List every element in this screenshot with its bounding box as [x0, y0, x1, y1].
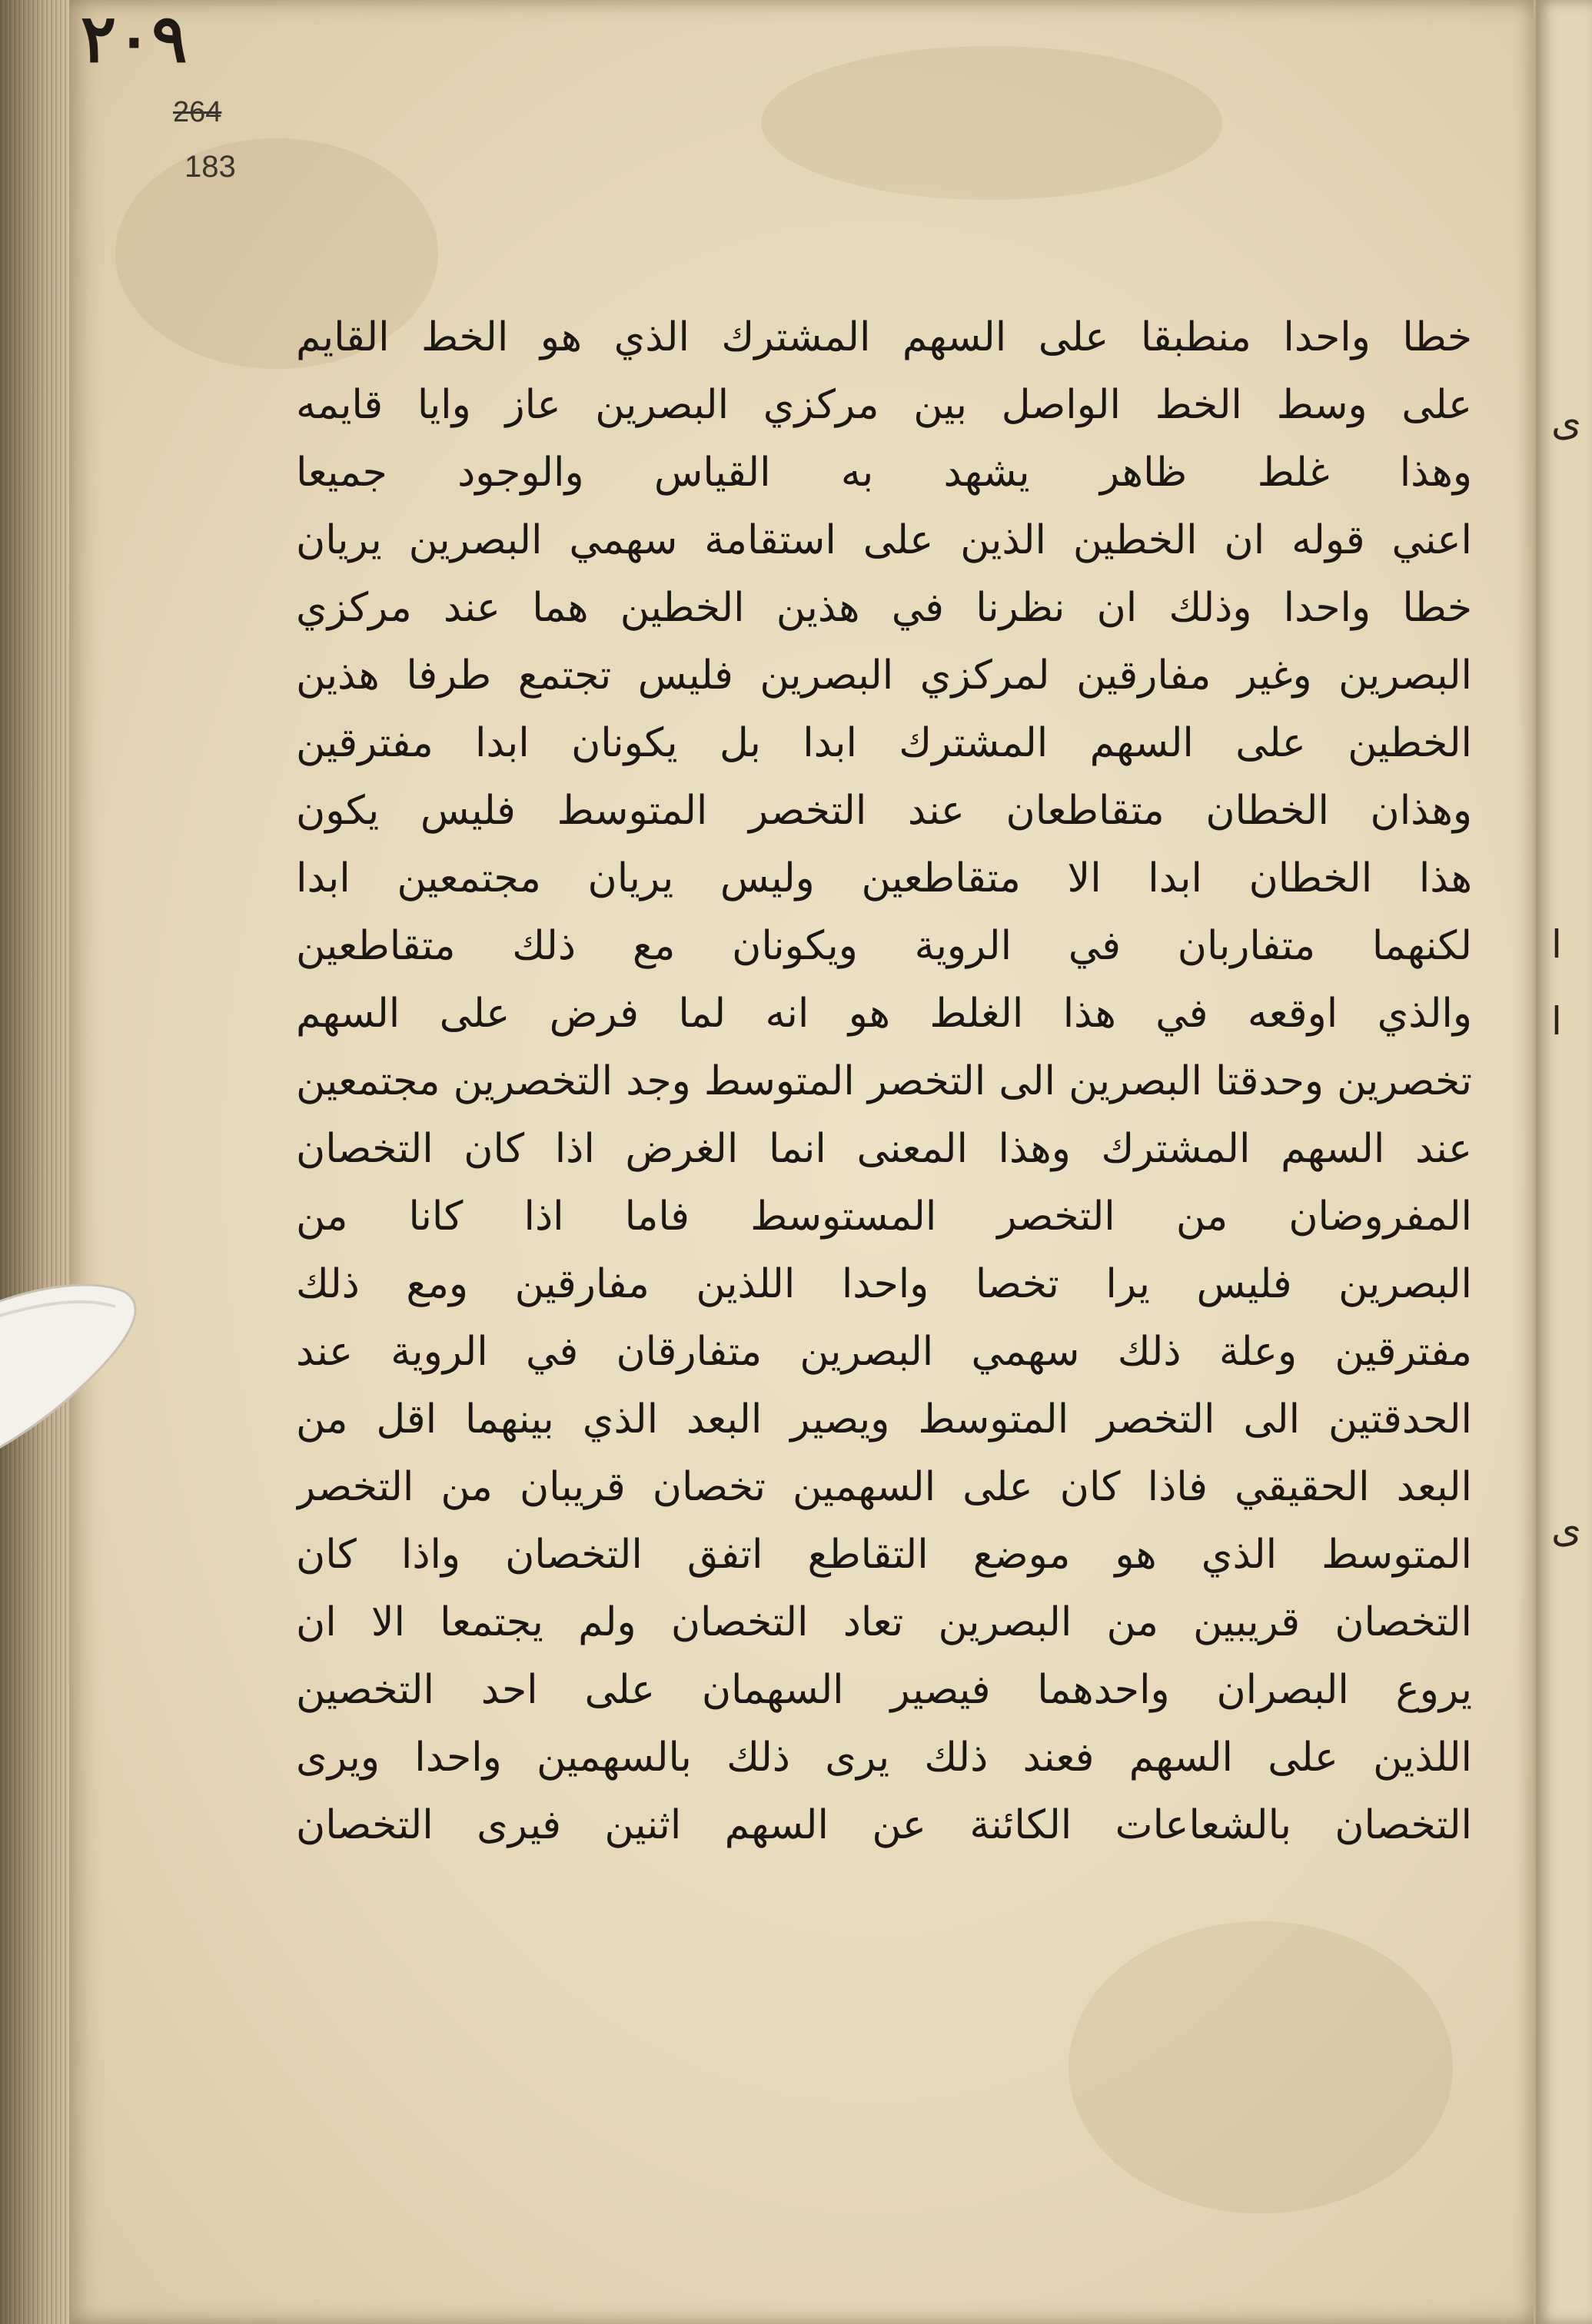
text-line: خطا واحدا منطبقا على السهم المشترك الذي هو الخط القايم [296, 314, 1472, 360]
text-line: يروع البصران واحدهما فيصير السهمان على احد التخصين [296, 1667, 1472, 1713]
paper-stain [1069, 1921, 1453, 2213]
text-line: عند السهم المشترك وهذا المعنى انما الغرض اذا كان التخصان [296, 1126, 1472, 1172]
manuscript-text-block [296, 304, 1472, 1859]
adjacent-page-edge [1536, 0, 1592, 2324]
text-line: لكنهما متفاربان في الروية ويكونان مع ذلك متقاطعين [296, 923, 1472, 969]
page-edges [0, 0, 69, 2324]
text-line: والذي اوقعه في هذا الغلط هو انه لما فرض على السهم [296, 991, 1472, 1037]
text-line: خطا واحدا وذلك ان نظرنا في هذين الخطين هما عند مركزي [296, 585, 1472, 631]
text-line: على وسط الخط الواصل بين مركزي البصرين عاز وايا قايمه [296, 382, 1472, 428]
text-line: تخصرين وحدقتا البصرين الى التخصر المتوسط وجد التخصرين مجتمعين [296, 1058, 1472, 1104]
adjacent-page-letter: ى [1551, 400, 1582, 444]
text-line: البصرين فليس يرا تخصا واحدا اللذين مفارقين ومع ذلك [296, 1261, 1472, 1307]
text-line: الحدقتين الى التخصر المتوسط ويصير البعد الذي بينهما اقل من [296, 1396, 1472, 1443]
text-line: الخطين على السهم المشترك ابدا بل يكونان ابدا مفترقين [296, 720, 1472, 766]
text-line: البصرين وغير مفارقين لمركزي البصرين فليس تجتمع طرفا هذين [296, 652, 1472, 699]
adjacent-page-letter: ا [1551, 999, 1562, 1044]
text-line: هذا الخطان ابدا الا متقاطعين وليس يريان مجتمعين ابدا [296, 855, 1472, 901]
text-line: المتوسط الذي هو موضع التقاطع اتفق التخصان واذا كان [296, 1532, 1472, 1578]
text-line: التخصان قريبين من البصرين تعاد التخصان ولم يجتمعا الا ان [296, 1599, 1472, 1645]
text-line: اللذين على السهم فعند ذلك يرى ذلك بالسهمين واحدا ويرى [296, 1735, 1472, 1781]
text-line: البعد الحقيقي فاذا كان على السهمين تخصان قريبان من التخصر [296, 1464, 1472, 1510]
folio-number: ٢٠٩ [81, 0, 188, 78]
adjacent-page-letter: ى [1551, 1506, 1582, 1551]
text-line: مفترقين وعلة ذلك سهمي البصرين متفارقان في الروية عند [296, 1329, 1472, 1375]
bookmark-tab [0, 1260, 161, 1468]
text-line: المفروضان من التخصر المستوسط فاما اذا كانا من [296, 1194, 1472, 1240]
text-line: التخصان بالشعاعات الكائنة عن السهم اثنين فيرى التخصان [296, 1802, 1472, 1848]
text-line: اعني قوله ان الخطين الذين على استقامة سهمي البصرين يريان [296, 517, 1472, 563]
folio-number-struck: 264 [173, 96, 222, 128]
text-line: وهذان الخطان متقاطعان عند التخصر المتوسط فليس يكون [296, 788, 1472, 834]
paper-stain [761, 46, 1222, 200]
text-line: وهذا غلط ظاهر يشهد به القياس والوجود جميعا [296, 450, 1472, 496]
folio-number-pencil: 183 [184, 150, 236, 184]
adjacent-page-letter: ا [1551, 922, 1562, 967]
